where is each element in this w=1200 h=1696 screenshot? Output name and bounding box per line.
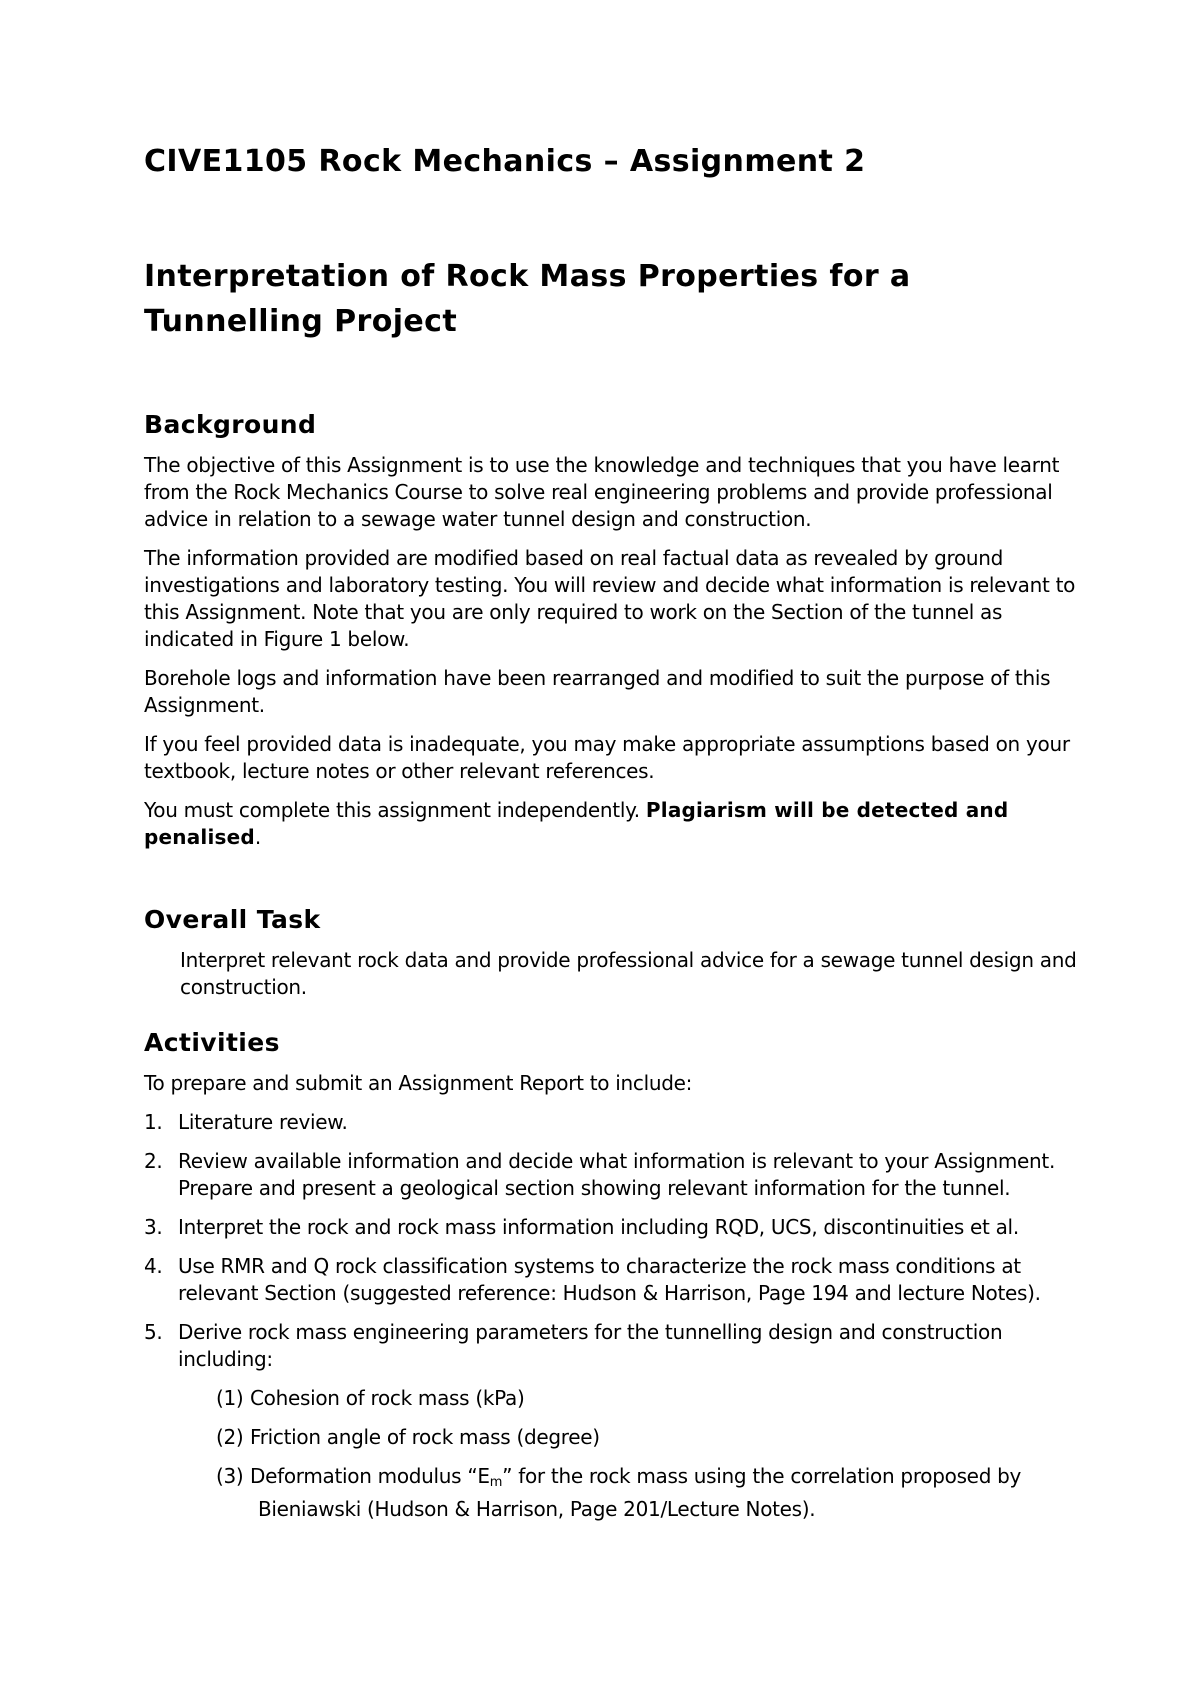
background-paragraph-4: If you feel provided data is inadequate, you may make appropriate assumptions based on your textbook, lecture notes or other relevant references.	[144, 732, 1070, 783]
list-item-text: Use RMR and Q rock classification systems to characterize the rock mass conditions at relevant Section (suggested reference: Hudson & Harrison, Page 194 and lecture Notes).	[178, 1254, 1041, 1305]
background-paragraph-1: The objective of this Assignment is to use the knowledge and techniques that you have learnt from the Rock Mechanics Course to solve real engineering problems and provide professional advice in relation to a sewage water tunnel design and construction.	[144, 453, 1060, 531]
plagiarism-warning: Plagiarism will be detected and penalised	[144, 798, 1009, 849]
modulus-subscript: m	[489, 1475, 503, 1490]
sublist-item-text: Cohesion of rock mass (kPa)	[250, 1386, 525, 1410]
deformation-modulus-line-2: Bieniawski (Hudson & Harrison, Page 201/Lecture Notes).	[258, 1497, 816, 1521]
background-paragraph-3: Borehole logs and information have been rearranged and modified to suit the purpose of this Assignment.	[144, 666, 1051, 717]
overall-task-text: Interpret relevant rock data and provide professional advice for a sewage tunnel design and construction.	[180, 948, 1077, 999]
list-item	[144, 1148, 1094, 1202]
list-item	[144, 1253, 1094, 1307]
document-title: CIVE1105 Rock Mechanics – Assignment 2	[144, 144, 866, 179]
sublist-item-text: Friction angle of rock mass (degree)	[250, 1425, 600, 1449]
activities-intro: To prepare and submit an Assignment Report to include:	[144, 1071, 693, 1095]
deformation-modulus-post: ” for the rock mass using the correlation proposed by	[502, 1464, 1022, 1488]
sublist-item	[216, 1424, 1094, 1451]
list-number: 4.	[144, 1254, 163, 1278]
list-number: 1.	[144, 1110, 163, 1134]
list-item-text: Review available information and decide what information is relevant to your Assignment. Prepare and present a geological section showing relevant information for the tunnel.	[178, 1149, 1056, 1200]
list-item	[144, 1109, 1094, 1136]
list-number: 5.	[144, 1320, 163, 1344]
background-heading: Background	[144, 410, 317, 439]
list-item	[144, 1319, 1094, 1523]
deformation-modulus-pre: Deformation modulus “E	[250, 1464, 490, 1488]
subtitle-line-1: Interpretation of Rock Mass Properties for a	[144, 259, 911, 294]
list-item-text: Literature review.	[178, 1110, 348, 1134]
sublist-number: (3)	[216, 1464, 244, 1488]
parameters-sublist	[216, 1385, 1094, 1523]
sublist-number: (1)	[216, 1386, 244, 1410]
list-item	[144, 1214, 1094, 1241]
sublist-item	[216, 1463, 1094, 1523]
list-number: 3.	[144, 1215, 163, 1239]
background-paragraph-2: The information provided are modified based on real factual data as revealed by ground investigations and laboratory testing. You will review and decide what information is relevant to this Assignment. Note that you are only required to work on the Section of the tunnel as indicated in Figure 1 below.	[144, 546, 1076, 651]
sublist-number: (2)	[216, 1425, 244, 1449]
document-body	[144, 142, 1094, 1535]
activities-heading: Activities	[144, 1028, 280, 1057]
document-subtitle	[144, 254, 1094, 344]
overall-task-heading: Overall Task	[144, 905, 321, 934]
para5-end: .	[254, 825, 261, 849]
sublist-item	[216, 1385, 1094, 1412]
activities-list	[144, 1109, 1094, 1523]
list-item-text: Interpret the rock and rock mass information including RQD, UCS, discontinuities et al.	[178, 1215, 1019, 1239]
list-number: 2.	[144, 1149, 163, 1173]
list-item-text: Derive rock mass engineering parameters for the tunnelling design and construction including:	[178, 1320, 1003, 1371]
subtitle-line-2: Tunnelling Project	[144, 304, 458, 339]
background-paragraph-5	[144, 797, 1094, 851]
sublist-item-text	[250, 1463, 1021, 1523]
para5-start: You must complete this assignment independently.	[144, 798, 646, 822]
